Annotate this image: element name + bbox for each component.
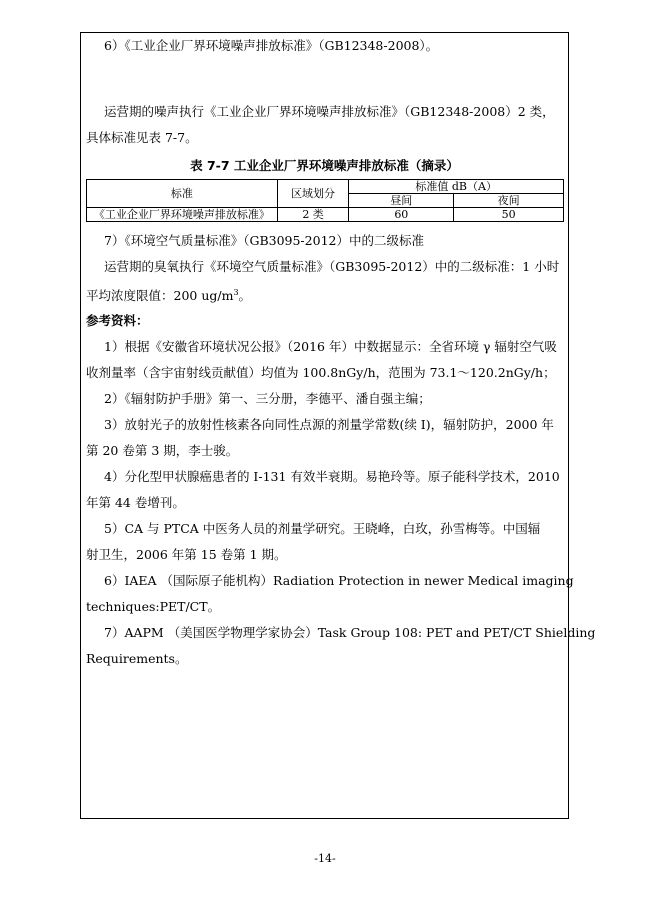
reference-4: 4）分化型甲状腺癌患者的 I-131 有效半衰期。易艳玲等。原子能科学技术，2010 [104,469,560,484]
reference-7-cont: Requirements。 [86,651,188,666]
noise-standard-table [86,179,564,222]
unit-superscript: 3 [233,288,239,297]
reference-6: 6）IAEA （国际原子能机构）Radiation Protection in newer Medical imaging [104,573,574,588]
header-day: 昼间 [349,194,454,208]
noise-standard-text-cont: 具体标准见表 7-7。 [86,130,198,145]
ozone-standard-text: 运营期的臭氧执行《环境空气质量标准》（GB3095-2012）中的二级标准：1 小时 [104,259,560,274]
standard-item-6: 6）《工业企业厂界环境噪声排放标准》（GB12348-2008）。 [104,38,439,53]
header-night: 夜间 [454,194,564,208]
ozone-limit-text [86,285,564,304]
reference-5: 5）CA 与 PTCA 中医务人员的剂量学研究。王晓峰，白玫，孙雪梅等。中国辐 [104,521,541,536]
reference-4-cont: 年第 44 卷增刊。 [86,495,185,510]
reference-1: 1）根据《安徽省环境状况公报》（2016 年）中数据显示：全省环境 γ 辐射空气吸 [104,339,557,354]
header-zone: 区域划分 [277,180,349,208]
page-number: -14- [314,852,336,865]
header-standard: 标准 [87,180,278,208]
cell-standard: 《工业企业厂界环境噪声排放标准》 [87,208,278,222]
reference-5-cont: 射卫生，2006 年第 15 卷第 1 期。 [86,547,287,562]
reference-6-cont: techniques:PET/CT。 [86,599,221,614]
reference-7: 7）AAPM （美国医学物理学家协会）Task Group 108: PET and PET/CT Shielding [104,625,596,640]
cell-zone: 2 类 [277,208,349,222]
standard-item-7: 7）《环境空气质量标准》（GB3095-2012）中的二级标准 [104,233,424,248]
ozone-limit-value: 平均浓度限值：200 ug/m [86,288,234,304]
table-caption: 表 7-7 工业企业厂界环境噪声排放标准（摘录） [190,158,459,173]
cell-night: 50 [454,208,564,222]
references-heading: 参考资料： [86,313,149,328]
reference-3-cont: 第 20 卷第 3 期，李士骏。 [86,443,239,458]
reference-3: 3）放射光子的放射性核素各向同性点源的剂量学常数(续 I)，辐射防护，2000 年 [104,417,554,432]
ozone-limit-end: 。 [238,288,252,304]
reference-2: 2）《辐射防护手册》第一、三分册，李德平、潘自强主编； [104,391,431,406]
header-limit: 标准值 dB（A） [349,180,564,194]
reference-1-cont: 收剂量率（含宇宙射线贡献值）均值为 100.8nGy/h，范围为 73.1～120.2nGy/h； [86,365,556,380]
cell-day: 60 [349,208,454,222]
noise-standard-text: 运营期的噪声执行《工业企业厂界环境噪声排放标准》（GB12348-2008）2 类， [104,104,555,119]
